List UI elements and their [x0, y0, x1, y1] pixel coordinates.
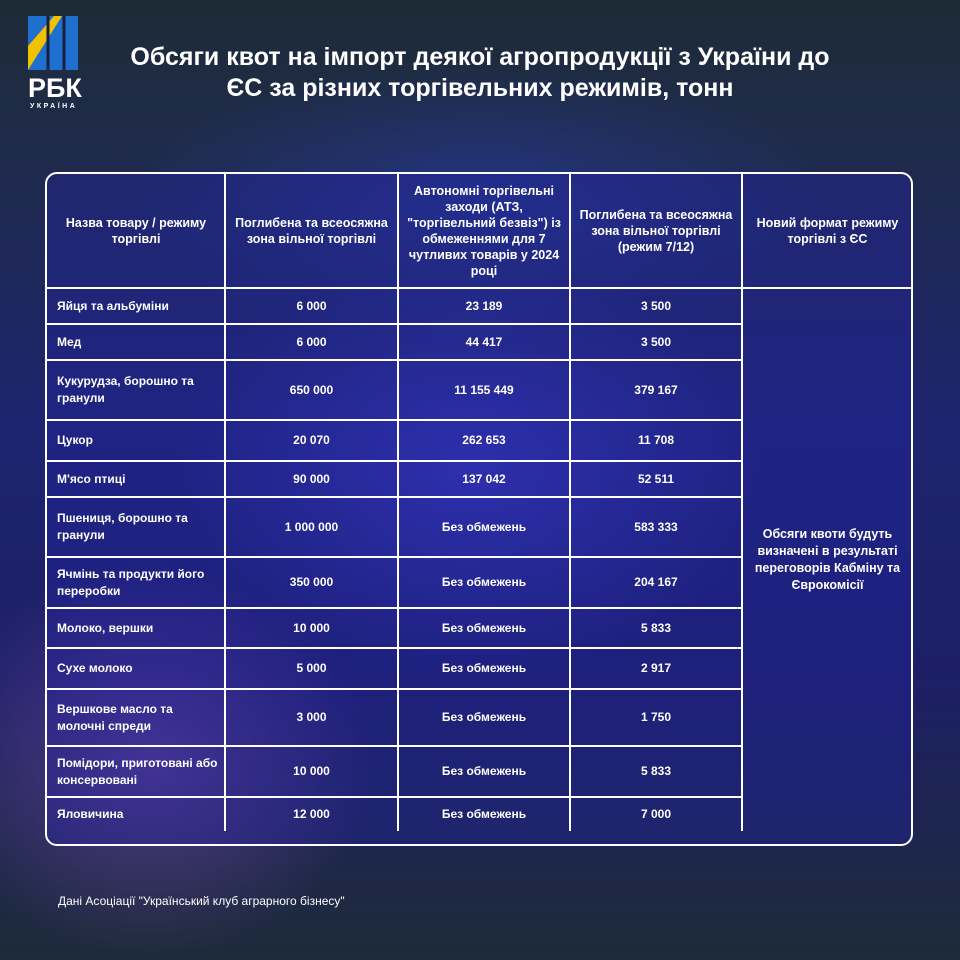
- table-cell-atm: Без обмежень: [441, 620, 527, 635]
- column-divider: [569, 174, 571, 831]
- new-format-note: Обсяги квоти будуть визначені в результаті переговорів Кабміну та Єврокомісії: [754, 526, 901, 592]
- table-cell-atm: Без обмежень: [441, 519, 527, 534]
- table-row-name: Яловичина: [57, 806, 124, 821]
- table-cell-atm: 44 417: [465, 334, 503, 349]
- table-cell-dcfta: 6 000: [296, 334, 327, 349]
- table-row-name: Кукурудза, борошно та гранули: [57, 374, 194, 405]
- table-grid: [47, 174, 911, 844]
- table-cell-regime712: 583 333: [634, 519, 678, 534]
- logo-text: РБК: [28, 73, 82, 103]
- column-header-1: Назва товару / режиму торгівлі: [65, 216, 207, 246]
- table-cell-atm: 137 042: [462, 471, 506, 486]
- row-divider: [47, 460, 742, 462]
- table-cell-atm: 262 653: [462, 433, 506, 447]
- row-divider: [47, 607, 742, 609]
- row-divider: [47, 647, 742, 649]
- table-row-name: Яйця та альбуміни: [57, 298, 169, 313]
- table-row-name: Пшениця, борошно та гранули: [57, 511, 188, 542]
- table-row-name: Помідори, приготовані або консервовані: [57, 755, 218, 787]
- row-divider: [47, 323, 742, 325]
- table-row-name: М'ясо птиці: [57, 471, 126, 486]
- table-row-name: Сухе молоко: [57, 661, 133, 675]
- table-cell-atm: Без обмежень: [441, 661, 527, 675]
- table-row-name: Вершкове масло та молочні спреди: [57, 701, 173, 733]
- table-cell-regime712: 52 511: [637, 471, 675, 486]
- column-header-3: Автономні торгівельні заходи (АТЗ, "торгівельний безвіз") із обмеженнями для 7 чутливих товарів у 2024 році: [407, 184, 561, 278]
- table-cell-dcfta: 10 000: [293, 764, 330, 778]
- column-divider: [397, 174, 399, 831]
- quota-table: [45, 172, 913, 846]
- table-cell-regime712: 5 833: [640, 620, 672, 635]
- page-title: Обсяги квот на імпорт деякої агропродукції з України до ЄС за різних торгівельних режимів, тонн: [130, 43, 830, 102]
- table-cell-atm: 23 189: [465, 298, 503, 313]
- table-row-name: Мед: [57, 334, 82, 349]
- column-divider: [224, 174, 226, 831]
- source-note: Дані Асоціації "Український клуб аграрного бізнесу": [58, 894, 345, 908]
- table-cell-regime712: 1 750: [640, 710, 672, 724]
- table-cell-atm: Без обмежень: [441, 710, 527, 724]
- table-cell-regime712: 7 000: [640, 806, 672, 821]
- table-cell-dcfta: 10 000: [293, 620, 330, 635]
- table-cell-regime712: 379 167: [634, 382, 678, 397]
- table-cell-dcfta: 3 000: [296, 710, 327, 724]
- table-cell-atm: Без обмежень: [441, 806, 527, 821]
- table-cell-dcfta: 20 070: [293, 433, 330, 447]
- table-cell-dcfta: 6 000: [296, 298, 327, 313]
- row-divider: [47, 359, 742, 361]
- rbc-logo: [28, 16, 80, 108]
- table-cell-regime712: 3 500: [640, 298, 672, 313]
- table-cell-dcfta: 650 000: [289, 382, 334, 397]
- column-header-4: Поглибена та всеосяжна зона вільної торгівлі (режим 7/12): [579, 208, 733, 254]
- table-cell-dcfta: 1 000 000: [284, 519, 339, 534]
- table-row-name: Ячмінь та продукти його переробки: [57, 566, 205, 598]
- column-divider: [741, 174, 743, 831]
- table-cell-regime712: 3 500: [640, 334, 672, 349]
- row-divider: [47, 419, 742, 421]
- row-divider: [47, 796, 742, 798]
- table-cell-regime712: 5 833: [640, 764, 672, 778]
- column-header-5: Новий формат режиму торгівлі з ЄС: [756, 216, 899, 246]
- header-divider: [47, 287, 913, 289]
- column-header-2: Поглибена та всеосяжна зона вільної торгівлі: [235, 216, 388, 246]
- table-cell-dcfta: 90 000: [293, 471, 330, 486]
- row-divider: [47, 556, 742, 558]
- table-row-name: Молоко, вершки: [57, 620, 154, 635]
- table-cell-atm: 11 155 449: [454, 382, 514, 397]
- table-cell-atm: Без обмежень: [441, 764, 527, 778]
- table-cell-atm: Без обмежень: [441, 575, 527, 589]
- table-cell-dcfta: 350 000: [289, 575, 334, 589]
- table-cell-regime712: 11 708: [637, 433, 675, 447]
- row-divider: [47, 745, 742, 747]
- row-divider: [47, 688, 742, 690]
- table-cell-dcfta: 12 000: [293, 806, 330, 821]
- table-cell-regime712: 2 917: [640, 661, 672, 675]
- row-divider: [47, 496, 742, 498]
- table-cell-regime712: 204 167: [634, 575, 678, 589]
- logo-subtext: УКРАЇНА: [30, 103, 78, 110]
- rbc-logo-mark-icon: [28, 16, 78, 70]
- table-row-name: Цукор: [57, 433, 93, 447]
- table-cell-dcfta: 5 000: [296, 661, 327, 675]
